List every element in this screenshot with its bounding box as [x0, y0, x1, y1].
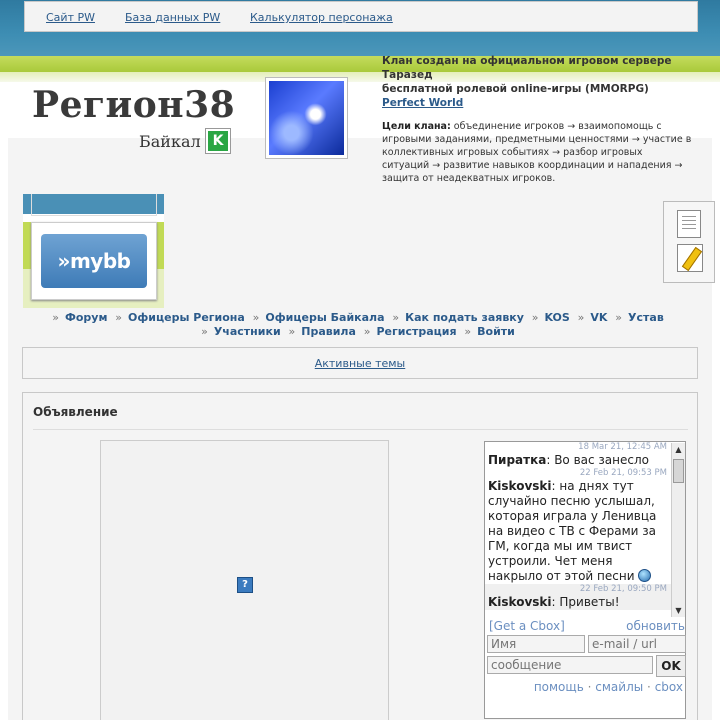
nav-vk[interactable]: VK: [590, 311, 608, 324]
clan-info: [382, 54, 692, 110]
message-text: : Во вас занесло: [546, 453, 649, 467]
mybb-banner: [23, 194, 164, 308]
link-pw-database[interactable]: База данных PW: [125, 11, 221, 24]
message-time: 22 Feb 21, 09:53 PM: [579, 468, 667, 478]
main-nav: [22, 311, 698, 341]
clan-info-line: Таразед: [382, 69, 433, 81]
refresh-link[interactable]: обновить: [626, 619, 685, 633]
link-character-calculator[interactable]: Калькулятор персонажа: [250, 11, 393, 24]
active-topics-bar: [22, 347, 698, 379]
chat-message: [485, 468, 671, 584]
mybb-logo[interactable]: [31, 222, 157, 300]
clan-logo: [265, 77, 348, 159]
message-time: 18 Mar 21, 12:45 AM: [578, 442, 667, 452]
nav-rules[interactable]: Правила: [301, 325, 356, 338]
link-pw-site[interactable]: Сайт PW: [46, 11, 95, 24]
nav-forum[interactable]: Форум: [64, 311, 108, 324]
site-subtitle: Байкал: [139, 132, 201, 151]
nav-row-1: » Форум » Офицеры Региона » Офицеры Байкала » Как подать заявку » KOS » VK » Устав: [52, 311, 664, 324]
divider: [33, 429, 688, 430]
message-author[interactable]: Пиратка: [488, 453, 547, 467]
nav-region-officers[interactable]: Офицеры Региона: [128, 311, 245, 324]
announcement-title: Объявление: [33, 405, 118, 419]
message-input[interactable]: [487, 656, 653, 674]
name-input[interactable]: [487, 635, 585, 653]
cbox-scrollbar[interactable]: [671, 443, 685, 617]
cbox-footer: [534, 680, 683, 694]
cbox-link[interactable]: cbox: [654, 680, 683, 694]
scroll-down-icon[interactable]: ▼: [675, 606, 682, 615]
scroll-thumb[interactable]: [673, 459, 684, 483]
active-topics-link[interactable]: Активные темы: [314, 357, 406, 370]
message-author[interactable]: Kiskovski: [488, 479, 552, 493]
top-links-bar: [24, 1, 698, 32]
chat-message: [485, 442, 671, 468]
document-icon[interactable]: [677, 210, 701, 238]
help-link[interactable]: помощь: [533, 680, 584, 694]
nav-kos[interactable]: KOS: [544, 311, 570, 324]
message-author[interactable]: Kiskovski: [488, 595, 552, 609]
ok-button[interactable]: OK: [656, 655, 686, 677]
nav-baikal-officers[interactable]: Офицеры Байкала: [265, 311, 385, 324]
pencil-icon[interactable]: [677, 244, 703, 272]
clan-info-line: Клан создан на официальном игровом сервере: [382, 55, 672, 67]
missing-image-icon: ?: [237, 577, 253, 593]
smilies-link[interactable]: смайлы: [595, 680, 644, 694]
nav-register[interactable]: Регистрация: [376, 325, 457, 338]
nav-login[interactable]: Войти: [477, 325, 515, 338]
message-time: 22 Feb 21, 09:50 PM: [579, 584, 667, 594]
side-tools: [663, 201, 715, 283]
clan-info-line: бесплатной ролевой online-игры (MMORPG): [382, 83, 649, 95]
message-text: : на днях тут случайно песню услышал, которая играла у Ленивца на видео с ТВ с Ферами за ГМ, когда мы им твист устроили. Чет меня накрыло от этой песни: [488, 479, 657, 583]
nav-how-to-apply[interactable]: Как подать заявку: [405, 311, 524, 324]
k-logo-icon: K: [205, 128, 231, 154]
nav-members[interactable]: Участники: [213, 325, 281, 338]
cbox-chat: [484, 441, 686, 719]
clan-goals-text: объединение игроков → взаимопомощь с игровыми заданиями, предметными ценностями → участие в коллективных игровых событиях → разбор игровых ситуаций → развитие навыков координации и нападения → защита от неадекватных игроков.: [382, 121, 692, 184]
perfect-world-link[interactable]: Perfect World: [382, 97, 464, 109]
mybb-logo-text: »mybb: [41, 234, 147, 288]
nav-charter[interactable]: Устав: [628, 311, 664, 324]
nav-row-2: » Участники » Правила » Регистрация » Войти: [201, 325, 515, 338]
get-cbox-link[interactable]: [Get a Cbox]: [489, 619, 565, 633]
cbox-messages: [485, 442, 671, 618]
email-input[interactable]: [588, 635, 686, 653]
separator: ·: [647, 680, 651, 694]
announcement-embed: [100, 440, 389, 720]
clan-goals: [382, 120, 692, 185]
message-text: : Приветы!: [551, 595, 620, 609]
site-title: Регион38: [32, 84, 236, 126]
mybb-top-frame: [31, 194, 157, 216]
chat-message: [485, 584, 671, 610]
separator: ·: [587, 680, 592, 694]
smiley-icon: [638, 569, 651, 582]
cbox-links: [489, 619, 685, 633]
scroll-up-icon[interactable]: ▲: [675, 445, 682, 454]
clan-goals-label: Цели клана:: [382, 121, 451, 132]
